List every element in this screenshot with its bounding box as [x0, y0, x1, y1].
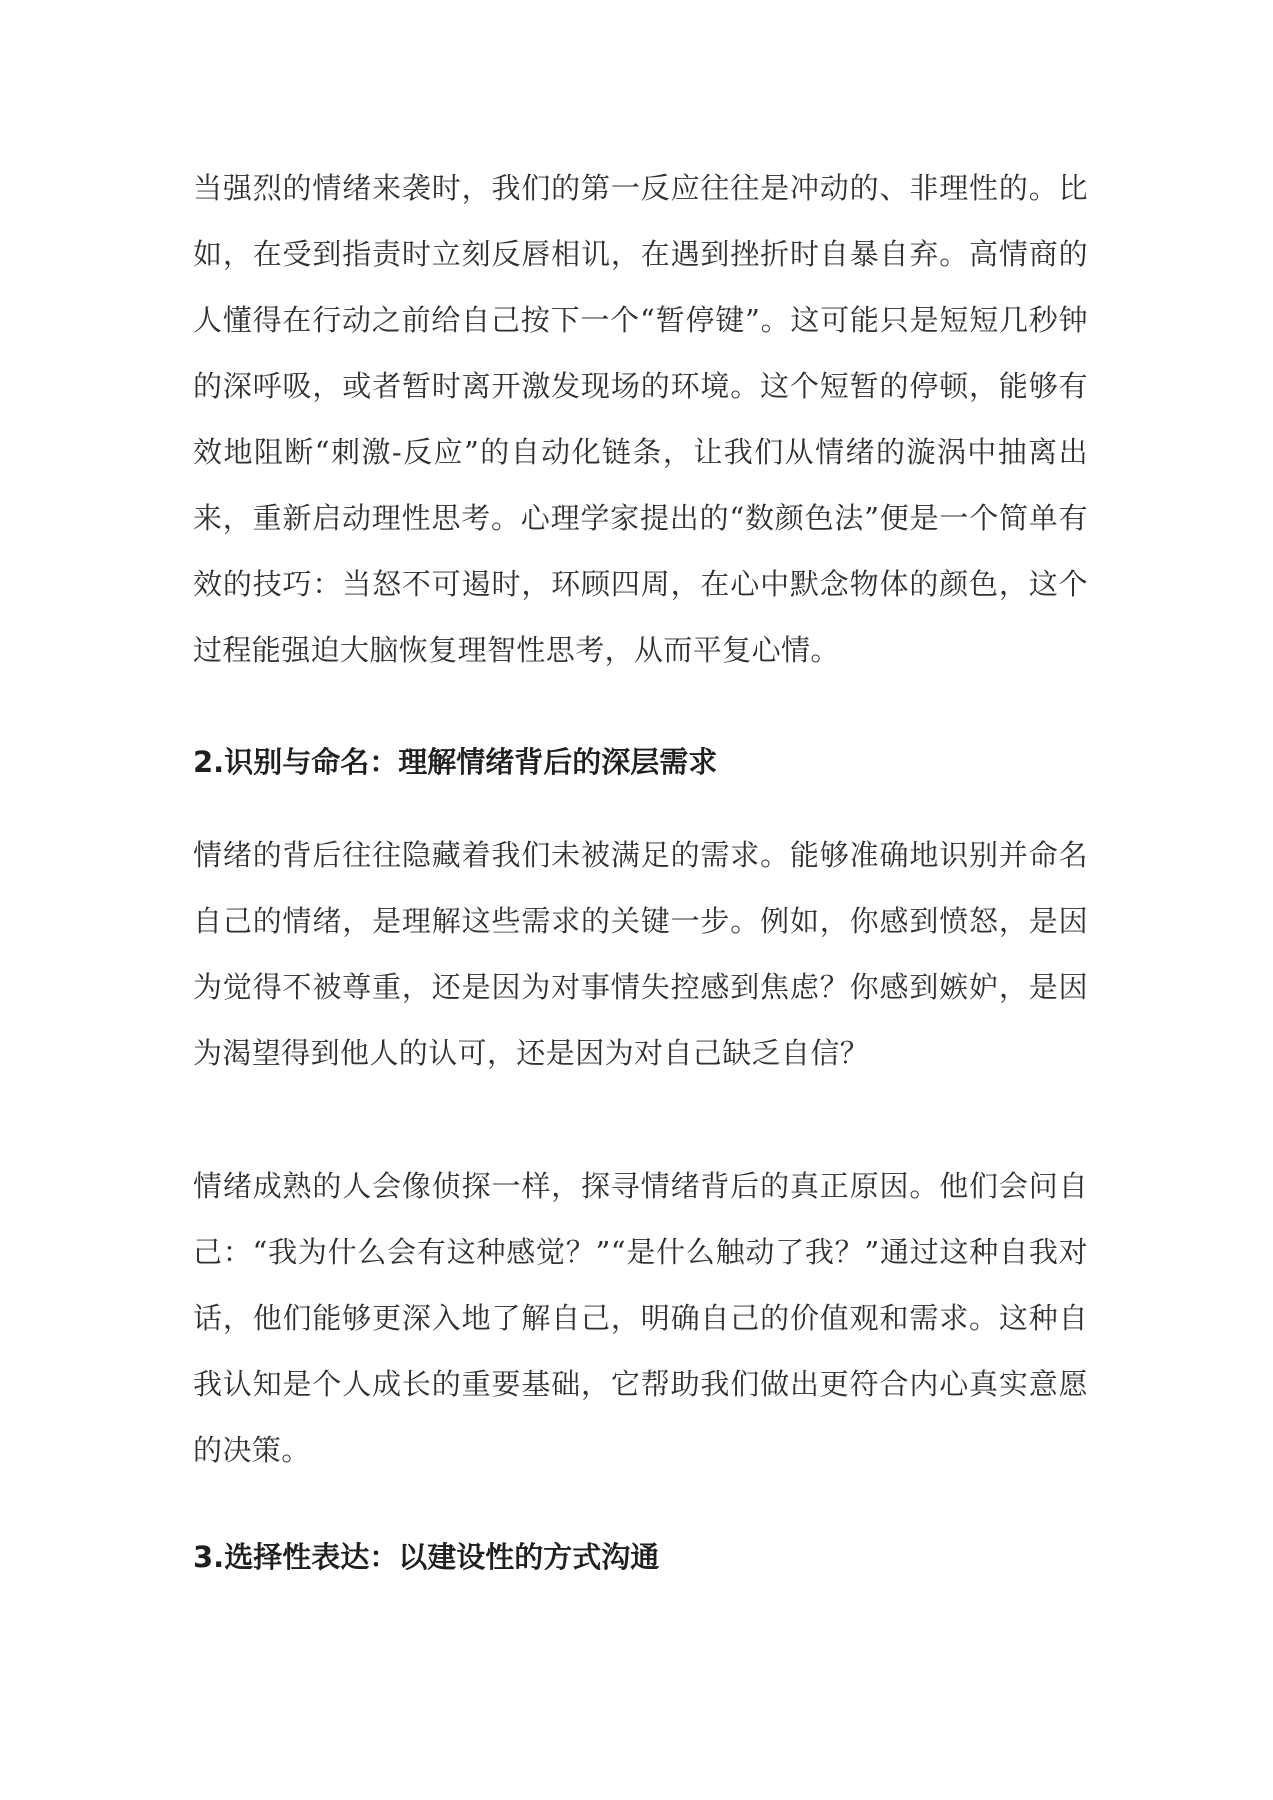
body-paragraph: 情绪的背后往往隐藏着我们未被满足的需求。能够准确地识别并命名自己的情绪，是理解这些需求的关键一步。例如，你感到愤怒，是因为觉得不被尊重，还是因为对事情失控感到焦虑？你感到嫉妒，是因为渴望得到他人的认可，还是因为对自己缺乏自信？	[193, 838, 1088, 1070]
body-paragraph: 情绪成熟的人会像侦探一样，探寻情绪背后的真正原因。他们会问自己：“我为什么会有这种感觉？”“是什么触动了我？”通过这种自我对话，他们能够更深入地了解自己，明确自己的价值观和需求。这种自我认知是个人成长的重要基础，它帮助我们做出更符合内心真实意愿的决策。	[193, 1169, 1088, 1467]
section-heading: 2.识别与命名：理解情绪背后的深层需求	[193, 745, 718, 779]
section-heading: 3.选择性表达：以建设性的方式沟通	[193, 1540, 660, 1574]
body-paragraph: 当强烈的情绪来袭时，我们的第一反应往往是冲动的、非理性的。比如，在受到指责时立刻反唇相讥，在遇到挫折时自暴自弃。高情商的人懂得在行动之前给自己按下一个“暂停键”。这可能只是短短几秒钟的深呼吸，或者暂时离开激发现场的环境。这个短暂的停顿，能够有效地阻断“刺激-反应”的自动化链条，让我们从情绪的漩涡中抽离出来，重新启动理性思考。心理学家提出的“数颜色法”便是一个简单有效的技巧：当怒不可遏时，环顾四周，在心中默念物体的颜色，这个过程能强迫大脑恢复理智性思考，从而平复心情。	[193, 171, 1088, 667]
